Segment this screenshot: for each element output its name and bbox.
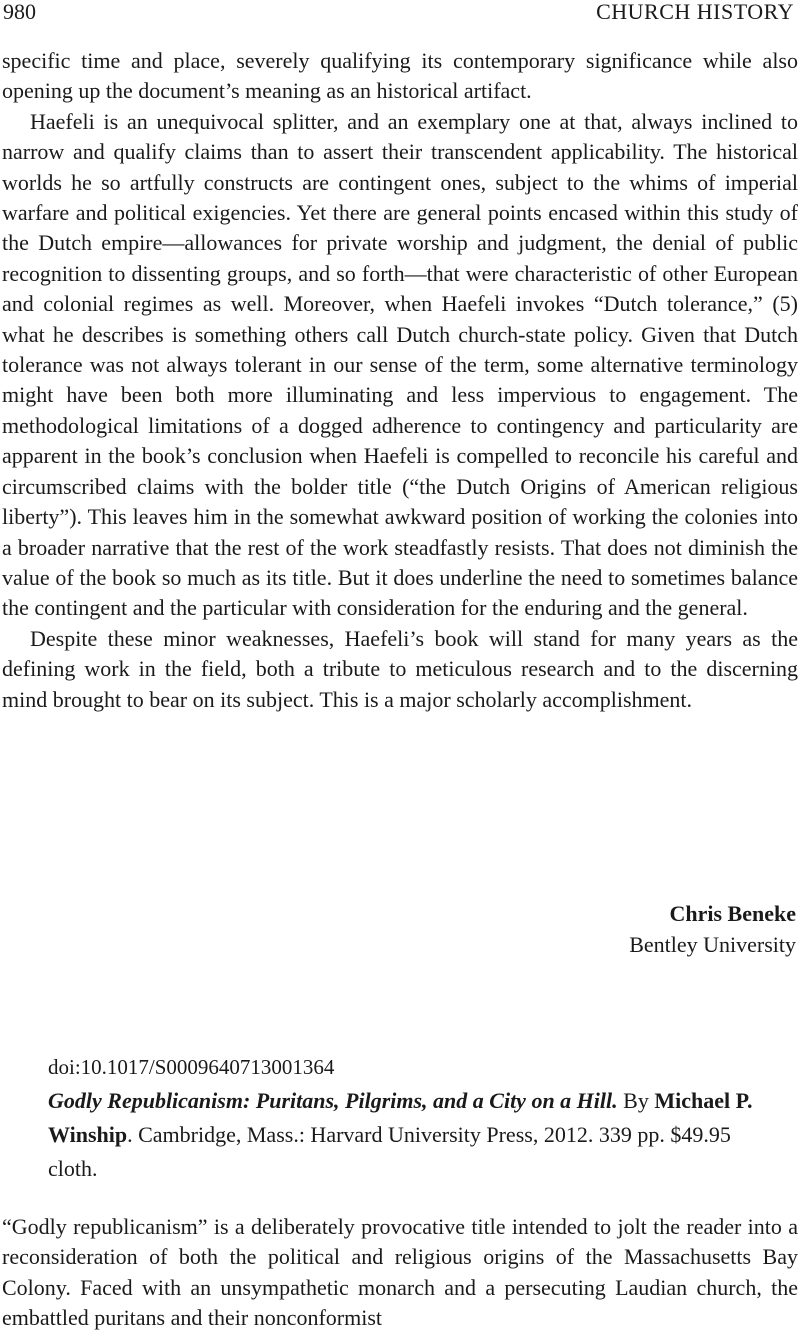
- next-review-body: [2, 1212, 798, 1334]
- book-citation: [48, 1084, 760, 1186]
- next-review-paragraph: “Godly republicanism” is a deliberately provocative title intended to jolt the reader into a reconsideration of both the political and religious origins of the Massachusetts Bay Colony. Faced with an unsympathetic monarch and a persecuting Laudian church, the embattled puritans and their nonconformist: [2, 1214, 798, 1331]
- book-title: Godly Republicanism: Puritans, Pilgrims, and a City on a Hill.: [48, 1088, 618, 1113]
- review-body: [2, 46, 798, 715]
- journal-title: CHURCH HISTORY: [596, 0, 794, 24]
- doi-link[interactable]: doi:10.1017/S0009640713001364: [48, 1055, 335, 1079]
- book-author: Michael P. Winship: [48, 1088, 753, 1147]
- citation-by: By: [617, 1088, 655, 1113]
- reviewer-signature: [629, 898, 796, 960]
- body-paragraph-2: Haefeli is an unequivocal splitter, and an exemplary one at that, always inclined to narrow and qualify claims than to assert their transcendent applicability. The historical worlds he so artfully constructs are contingent ones, subject to the whims of imperial warfare and political exigencies. Yet there are general points encased within this study of the Dutch empire—allowances for private worship and judgment, the denial of public recognition to dissenting groups, and so forth—that were characteristic of other European and colonial regimes as well. Moreover, when Haefeli invokes “Dutch tolerance,” (5) what he describes is something others call Dutch church-state policy. Given that Dutch tolerance was not always tolerant in our sense of the term, some alternative terminology might have been both more illuminating and less impervious to engagement. The methodological limitations of a dogged adherence to contingency and particularity are apparent in the book’s conclusion when Haefeli is compelled to reconcile his careful and circumscribed claims with the bolder title (“the Dutch Origins of American religious liberty”). This leaves him in the somewhat awkward position of working the colonies into a broader narrative that the rest of the work steadfastly resists. That does not diminish the value of the book so much as its title. But it does underline the need to sometimes balance the contingent and the particular with consideration for the enduring and the general.: [2, 108, 798, 621]
- body-paragraph-3: Despite these minor weaknesses, Haefeli’s book will stand for many years as the defining work in the field, both a tribute to meticulous research and to the discerning mind brought to bear on its subject. This is a major scholarly accomplishment.: [2, 625, 798, 712]
- next-review-header: [48, 1050, 760, 1186]
- page-number: 980: [3, 0, 36, 24]
- running-head: [0, 0, 800, 30]
- body-paragraph-1: specific time and place, severely qualifying its contemporary significance while also opening up the document’s meaning as an historical artifact.: [2, 48, 798, 104]
- reviewer-name: Chris Beneke: [669, 901, 796, 926]
- reviewer-affiliation: Bentley University: [629, 932, 796, 957]
- publication-details: . Cambridge, Mass.: Harvard University Press, 2012. 339 pp. $49.95 cloth.: [48, 1122, 731, 1181]
